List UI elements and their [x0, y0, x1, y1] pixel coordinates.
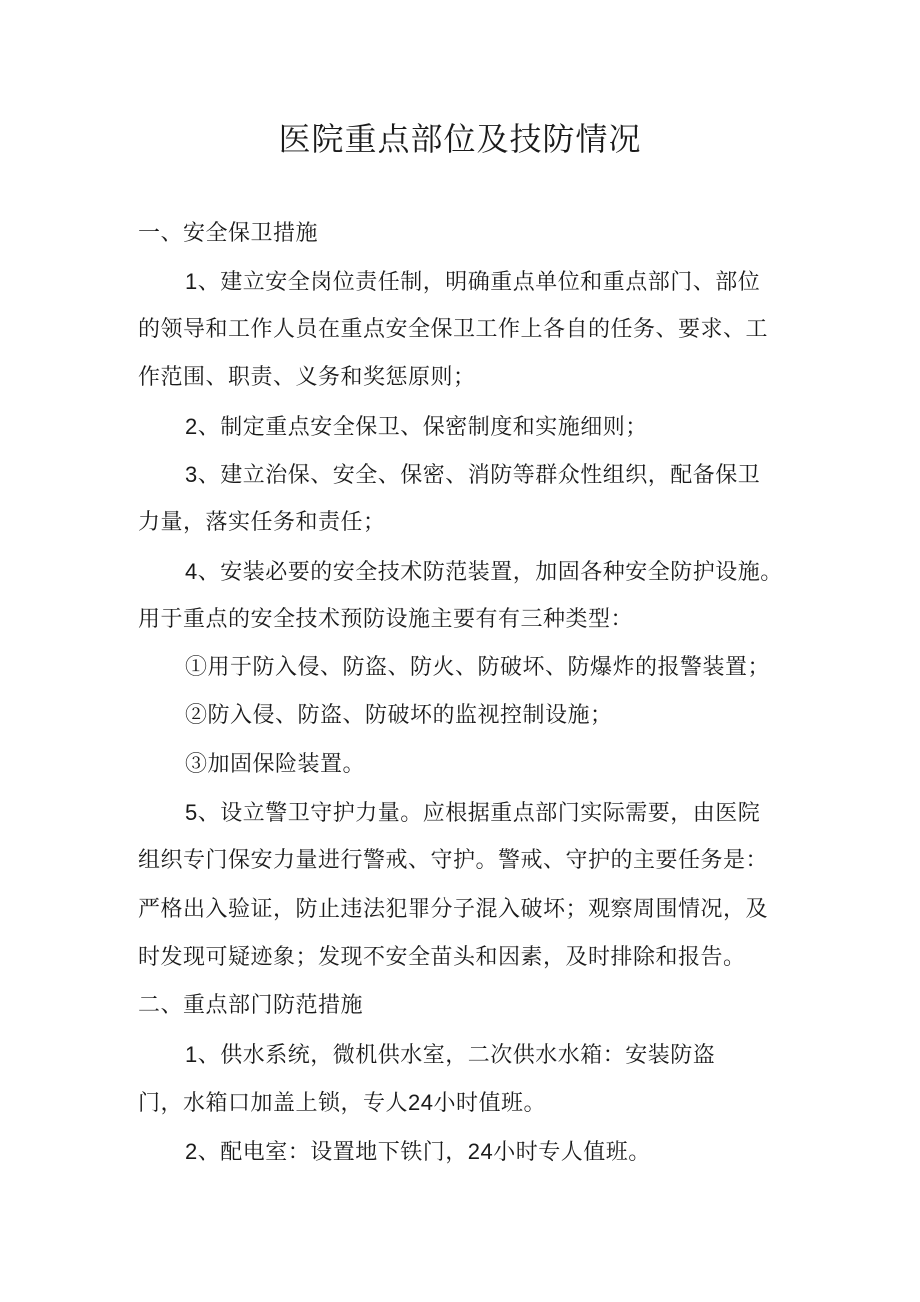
paragraph-line — [185, 554, 783, 591]
item-number: 2 — [185, 1139, 198, 1164]
item-number: 1 — [185, 269, 198, 294]
paragraph-text: 、配电室：设置地下铁门， — [197, 1140, 468, 1165]
paragraph-line — [185, 795, 760, 832]
paragraph-line: 作范围、职责、义务和奖惩原则； — [138, 365, 476, 390]
sub-item: ③加固保险装置。 — [185, 752, 366, 777]
paragraph-text: 门，水箱口加盖上锁，专人 — [138, 1091, 409, 1116]
sub-item: ②防入侵、防盗、防破坏的监视控制设施； — [185, 703, 613, 728]
paragraph-line — [185, 1037, 715, 1074]
paragraph-text: 小时专人值班。 — [493, 1140, 651, 1165]
paragraph-text: 、供水系统，微机供水室，二次供水水箱：安装防盗 — [197, 1043, 716, 1068]
hours-number: 24 — [408, 1090, 434, 1115]
paragraph-line: 的领导和工作人员在重点安全保卫工作上各自的任务、要求、工 — [138, 317, 769, 342]
paragraph-line: 时发现可疑迹象；发现不安全苗头和因素，及时排除和报告。 — [138, 945, 746, 970]
paragraph-line — [185, 264, 760, 301]
paragraph-text: 、建立治保、安全、保密、消防等群众性组织，配备保卫 — [197, 463, 761, 488]
paragraph-text: 小时值班。 — [433, 1091, 547, 1116]
paragraph-line — [138, 1085, 546, 1122]
paragraph-line — [185, 457, 760, 494]
item-number: 5 — [185, 800, 198, 825]
paragraph-line: 严格出入验证，防止违法犯罪分子混入破坏；观察周围情况，及 — [138, 897, 769, 922]
paragraph-text: 、安装必要的安全技术防范装置，加固各种安全防护设施。 — [197, 560, 783, 585]
paragraph-line — [185, 409, 648, 446]
section-heading-1: 一、安全保卫措施 — [138, 221, 319, 246]
paragraph-line: 组织专门保安力量进行警戒、守护。警戒、守护的主要任务是： — [138, 848, 769, 873]
page-title: 医院重点部位及技防情况 — [278, 120, 642, 158]
section-heading-2: 二、重点部门防范措施 — [138, 993, 364, 1018]
paragraph-line: 用于重点的安全技术预防设施主要有有三种类型： — [138, 607, 634, 632]
sub-item: ①用于防入侵、防盗、防火、防破坏、防爆炸的报警装置； — [185, 655, 771, 680]
paragraph-text: 、设立警卫守护力量。应根据重点部门实际需要，由医院 — [197, 801, 761, 826]
paragraph-text: 、建立安全岗位责任制，明确重点单位和重点部门、部位 — [197, 270, 761, 295]
paragraph-line: 力量，落实任务和责任； — [138, 510, 386, 535]
item-number: 2 — [185, 414, 198, 439]
item-number: 4 — [185, 559, 198, 584]
item-number: 1 — [185, 1042, 198, 1067]
paragraph-line — [185, 1134, 651, 1171]
item-number: 3 — [185, 462, 198, 487]
hours-number: 24 — [467, 1139, 494, 1164]
paragraph-text: 、制定重点安全保卫、保密制度和实施细则； — [197, 415, 648, 440]
